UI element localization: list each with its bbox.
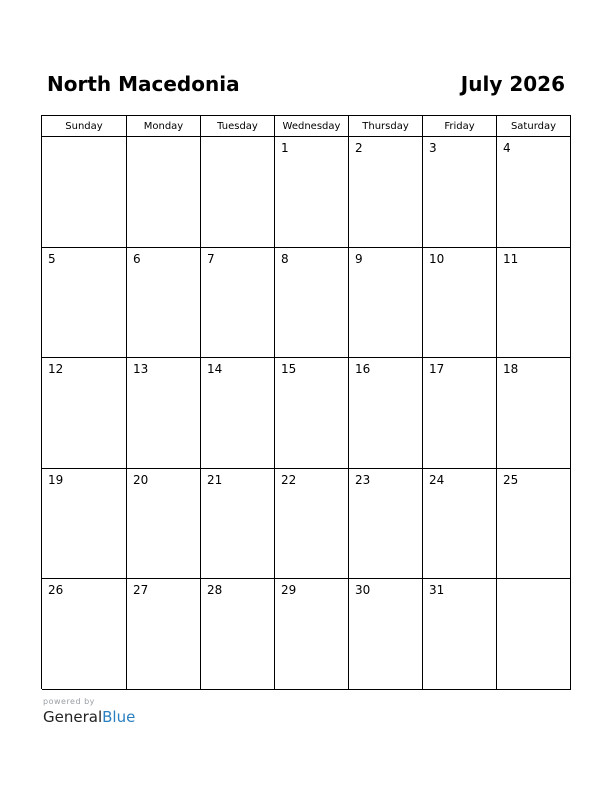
day-cell — [423, 358, 497, 469]
day-cell — [127, 469, 201, 580]
day-cell — [201, 358, 275, 469]
week-row-4 — [42, 469, 571, 580]
day-number: 12 — [48, 362, 64, 377]
weekday-header-sunday: Sunday — [42, 116, 127, 137]
day-number: 5 — [48, 251, 56, 266]
footer-branding — [43, 697, 135, 727]
brand-name-blue: Blue — [102, 708, 136, 726]
day-number: 28 — [207, 583, 223, 598]
day-number: 18 — [503, 362, 519, 377]
day-cell — [201, 137, 275, 248]
day-cell — [275, 137, 349, 248]
day-number: 26 — [48, 583, 64, 598]
day-cell — [275, 469, 349, 580]
day-cell — [497, 137, 571, 248]
day-number: 1 — [281, 141, 289, 155]
day-cell — [275, 248, 349, 359]
day-cell — [423, 248, 497, 359]
brand-name-general: General — [43, 708, 103, 726]
weekday-header-thursday: Thursday — [349, 116, 423, 137]
weekday-header-tuesday: Tuesday — [201, 116, 275, 137]
day-number: 3 — [429, 141, 437, 155]
day-cell — [42, 137, 127, 248]
day-number: 4 — [503, 141, 511, 155]
day-cell — [42, 469, 127, 580]
month-title: July 2026 — [460, 72, 565, 96]
day-cell — [349, 248, 423, 359]
day-cell — [497, 358, 571, 469]
day-number: 20 — [133, 472, 149, 487]
day-cell — [497, 248, 571, 359]
day-number: 16 — [355, 362, 371, 377]
weekday-header-wednesday: Wednesday — [275, 116, 349, 137]
day-cell — [349, 579, 423, 690]
day-number: 31 — [429, 583, 445, 598]
day-cell — [201, 579, 275, 690]
day-number: 9 — [355, 251, 363, 266]
day-cell — [349, 137, 423, 248]
day-cell — [275, 358, 349, 469]
day-number: 25 — [503, 472, 519, 487]
day-number: 14 — [207, 362, 223, 377]
week-row-2 — [42, 248, 571, 359]
day-number: 19 — [48, 472, 64, 487]
powered-by-label: powered by — [43, 697, 95, 706]
weekday-header-saturday: Saturday — [497, 116, 571, 137]
week-row-5 — [42, 579, 571, 690]
week-row-1 — [42, 137, 571, 248]
day-number: 17 — [429, 362, 445, 377]
day-cell — [42, 358, 127, 469]
day-number: 8 — [281, 251, 289, 266]
weekday-header-friday: Friday — [423, 116, 497, 137]
day-cell — [201, 469, 275, 580]
brand-logo — [43, 707, 135, 727]
calendar-grid — [41, 115, 571, 689]
day-number: 11 — [503, 251, 519, 266]
day-cell — [42, 248, 127, 359]
day-number: 23 — [355, 472, 371, 487]
day-number: 24 — [429, 472, 445, 487]
day-cell — [127, 137, 201, 248]
day-number: 13 — [133, 362, 149, 377]
day-number: 29 — [281, 583, 297, 598]
day-cell — [201, 248, 275, 359]
weekday-header-monday: Monday — [127, 116, 201, 137]
day-cell — [42, 579, 127, 690]
day-number: 27 — [133, 583, 149, 598]
day-number: 22 — [281, 472, 297, 487]
day-number: 15 — [281, 362, 297, 377]
day-number: 10 — [429, 251, 445, 266]
day-cell — [349, 358, 423, 469]
day-cell — [497, 469, 571, 580]
country-title: North Macedonia — [47, 72, 240, 96]
day-cell — [127, 579, 201, 690]
day-cell — [127, 248, 201, 359]
week-row-3 — [42, 358, 571, 469]
day-cell — [423, 579, 497, 690]
day-number: 7 — [207, 251, 215, 266]
day-cell — [349, 469, 423, 580]
day-cell — [497, 579, 571, 690]
weekday-header-row — [42, 116, 571, 137]
day-number: 30 — [355, 583, 371, 598]
day-cell — [423, 469, 497, 580]
day-number: 2 — [355, 141, 363, 155]
day-number: 6 — [133, 251, 141, 266]
day-cell — [275, 579, 349, 690]
day-number: 21 — [207, 472, 223, 487]
day-cell — [127, 358, 201, 469]
day-cell — [423, 137, 497, 248]
